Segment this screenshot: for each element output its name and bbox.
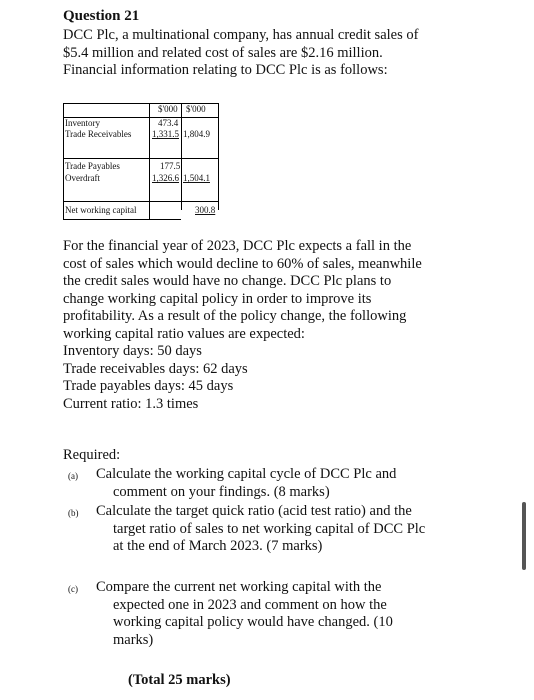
part-b: [68, 503, 471, 556]
question-title: Question 21: [63, 8, 140, 24]
part-line: Calculate the working capital cycle of DCC Plc and: [96, 466, 397, 482]
body-line: working capital ratio values are expected:: [63, 325, 305, 342]
cell-overdraft: 1,326.6: [152, 173, 179, 183]
col-header: $'000: [158, 104, 178, 114]
total-marks: (Total 25 marks): [128, 672, 231, 688]
part-line: Compare the current net working capital with the: [96, 579, 382, 595]
part-line: marks): [113, 631, 154, 648]
ratio-current: Current ratio: 1.3 times: [63, 395, 199, 412]
part-line: working capital policy would have changed. (10: [113, 614, 393, 630]
body-line: For the financial year of 2023, DCC Plc expects a fall in the: [63, 238, 412, 254]
intro-line: $5.4 million and related cost of sales are $2.16 million.: [63, 44, 383, 61]
cell-inventory: 473.4: [158, 118, 179, 128]
scrollbar[interactable]: [522, 502, 526, 570]
body-line: change working capital policy in order to improve its: [63, 290, 372, 307]
body-line: cost of sales which would decline to 60% of sales, meanwhile: [63, 255, 422, 272]
ratio-inventory-days: Inventory days: 50 days: [63, 343, 202, 359]
part-c: [68, 579, 471, 649]
part-line: Calculate the target quick ratio (acid test ratio) and the: [96, 503, 412, 519]
required-heading: Required:: [63, 447, 121, 463]
body-paragraph: [63, 238, 473, 413]
cell-receivables-total: 1,804.9: [183, 129, 210, 139]
col-header: $'000: [186, 104, 206, 114]
part-line: expected one in 2023 and comment on how the: [113, 596, 387, 613]
part-label: (a): [68, 471, 78, 481]
intro-paragraph: [63, 27, 473, 80]
intro-line: DCC Plc, a multinational company, has annual credit sales of: [63, 27, 419, 43]
cell-receivables: 1,331.5: [152, 129, 179, 139]
part-label: (c): [68, 584, 78, 594]
ratio-receivable-days: Trade receivables days: 62 days: [63, 360, 248, 377]
row-label-nwc: Net working capital: [65, 205, 137, 215]
body-line: profitability. As a result of the policy change, the following: [63, 308, 407, 324]
ratio-payable-days: Trade payables days: 45 days: [63, 378, 234, 394]
row-label-receivables: Trade Receivables: [65, 129, 132, 139]
part-a: [68, 466, 471, 501]
row-label-payables: Trade Payables: [65, 161, 120, 171]
row-label-inventory: Inventory: [65, 118, 100, 128]
row-label-overdraft: Overdraft: [65, 173, 100, 183]
cell-payables: 177.5: [160, 161, 181, 171]
body-line: the credit sales would have no change. DCC Plc plans to: [63, 273, 392, 289]
cell-nwc: 300.8: [195, 205, 216, 215]
part-line: comment on your findings. (8 marks): [113, 483, 330, 500]
part-line: target ratio of sales to net working capital of DCC Plc: [113, 520, 426, 537]
intro-line: Financial information relating to DCC Plc is as follows:: [63, 62, 388, 78]
cell-overdraft-total: 1,504.1: [183, 173, 210, 183]
part-line: at the end of March 2023. (7 marks): [113, 538, 323, 554]
part-label: (b): [68, 508, 79, 518]
